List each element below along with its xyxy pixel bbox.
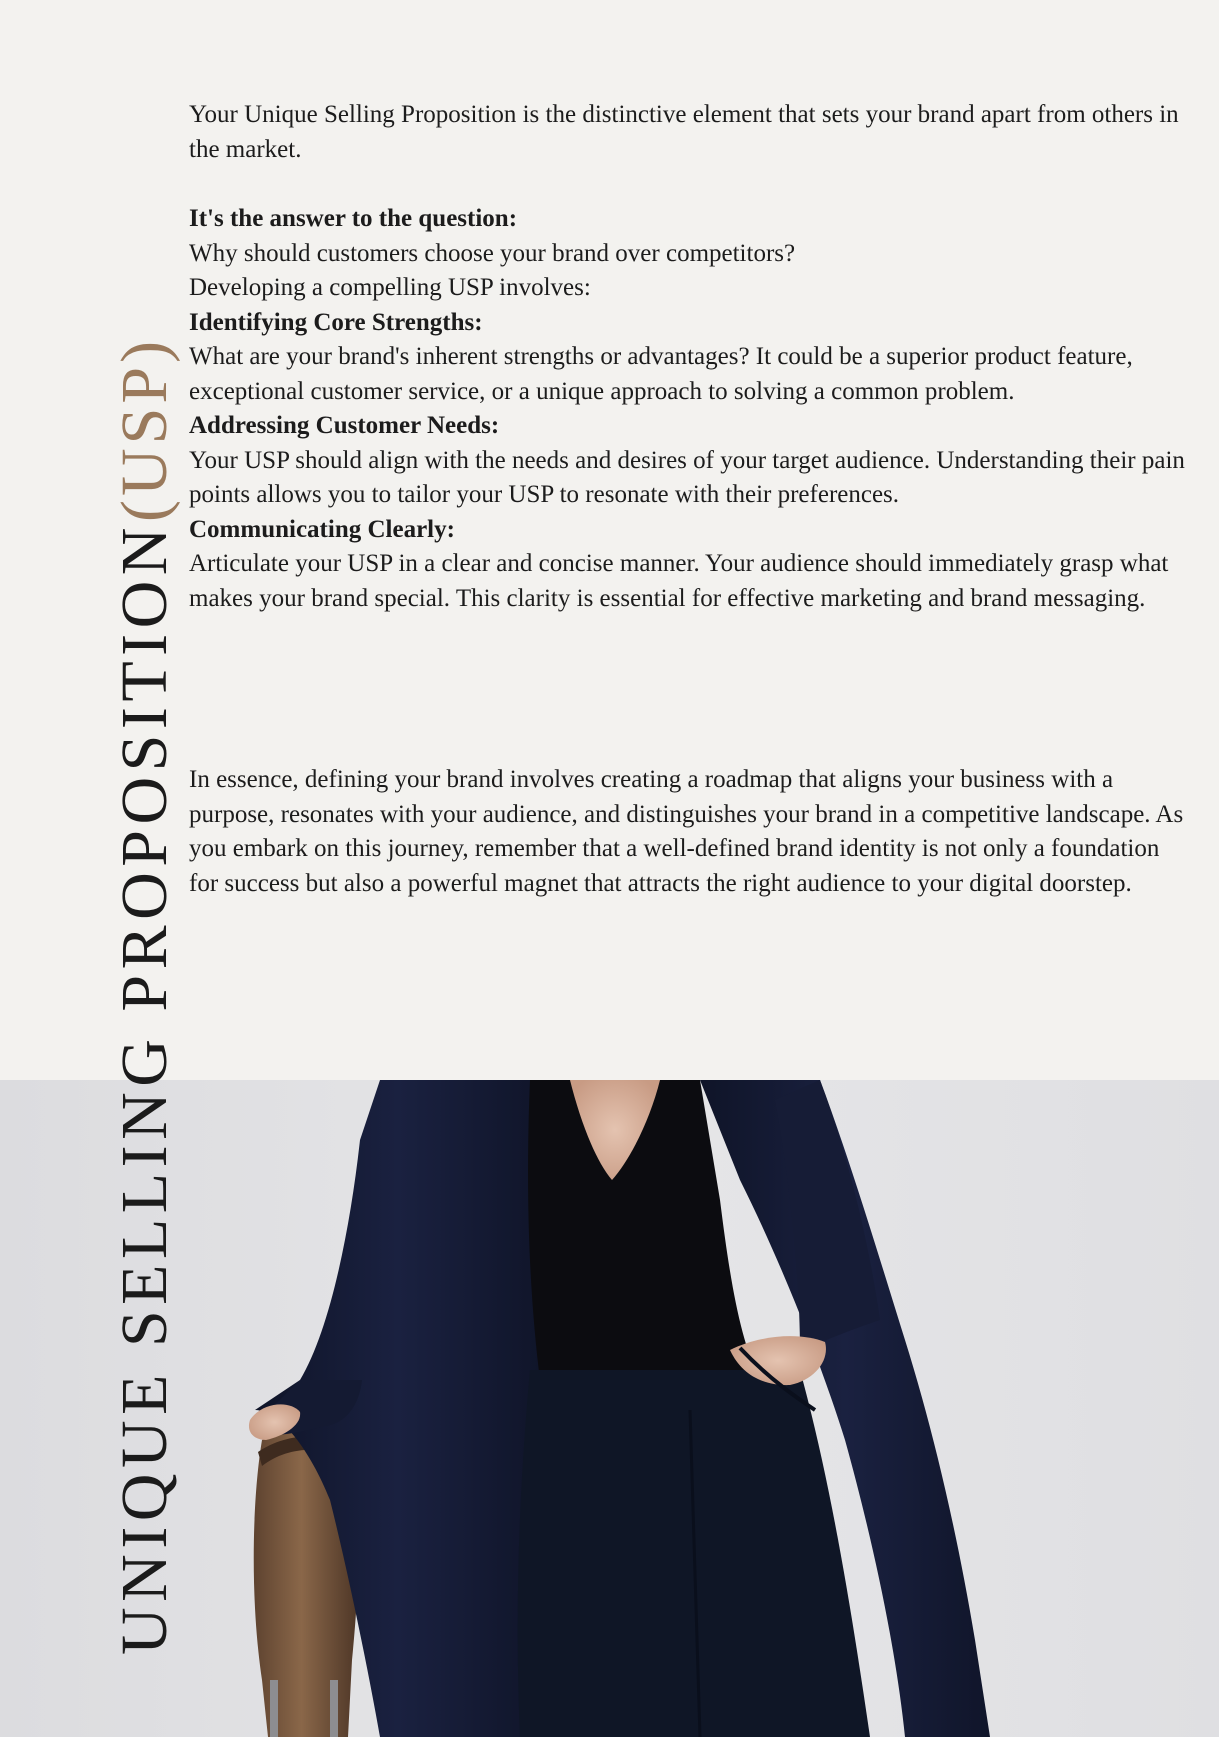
title-accent: (USP) bbox=[108, 336, 181, 523]
section-body-strengths: What are your brand's inherent strengths or advantages? It could be a superior product feature, exceptional customer service, or a unique approach to solving a common problem. bbox=[189, 343, 1133, 405]
vertical-title bbox=[108, 336, 181, 1655]
section-body-communicating: Articulate your USP in a clear and concise manner. Your audience should immediately grasp what makes your brand special. This clarity is essential for effective marketing and brand messaging. bbox=[189, 550, 1169, 612]
section-body-needs: Your USP should align with the needs and desires of your target audience. Understanding their pain points allows you to tailor your USP to resonate with their preferences. bbox=[189, 446, 1185, 508]
conclusion-paragraph: In essence, defining your brand involves creating a roadmap that aligns your business with a purpose, resonates with your audience, and distinguishes your brand in a competitive landscape. As you embark on this journey, remember that a well-defined brand identity is not only a foundation for success but also a powerful magnet that attracts the right audience to your digital doorstep. bbox=[189, 766, 1184, 897]
question-text: Why should customers choose your brand over competitors? bbox=[189, 239, 796, 267]
title-main: UNIQUE SELLING PROPOSITION bbox=[108, 522, 181, 1655]
section-heading-strengths: Identifying Core Strengths: bbox=[189, 308, 483, 336]
fashion-photo bbox=[0, 1080, 1219, 1737]
involves-text: Developing a compelling USP involves: bbox=[189, 274, 591, 301]
section-heading-needs: Addressing Customer Needs: bbox=[189, 412, 500, 439]
spacer bbox=[189, 167, 1189, 202]
intro-paragraph: Your Unique Selling Proposition is the distinctive element that sets your brand apart from others in the market. bbox=[189, 101, 1179, 163]
section-heading-communicating: Communicating Clearly: bbox=[189, 515, 455, 543]
body-content bbox=[189, 98, 1189, 901]
question-heading: It's the answer to the question: bbox=[189, 205, 518, 232]
